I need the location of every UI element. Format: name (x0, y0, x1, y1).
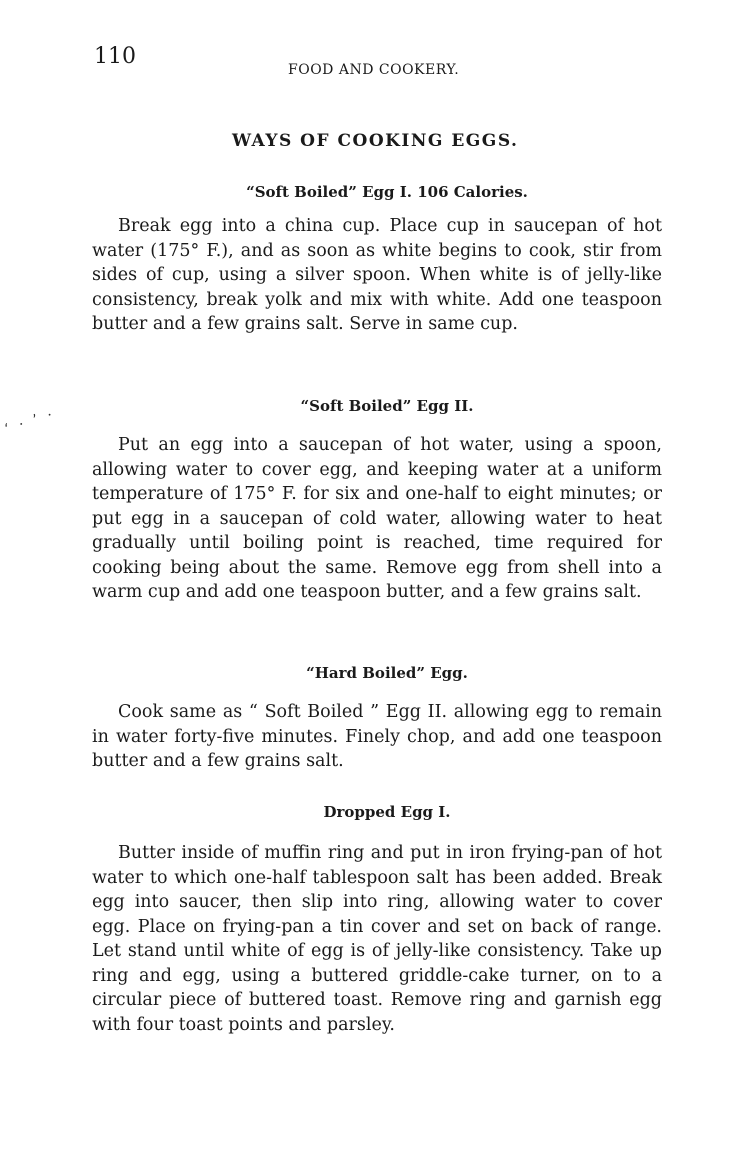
recipe-title: Dropped Egg I. (323, 803, 451, 821)
chapter-title: WAYS OF COOKING EGGS. (232, 131, 519, 151)
recipe-body: Cook same as “ Soft Boiled ” Egg II. allowing egg to remain in water forty-five minutes. Finely chop, and add one teaspoon butter and a few grains salt. (92, 702, 662, 771)
page-number: 110 (94, 44, 136, 69)
recipe-soft-boiled-egg-2 (92, 397, 662, 605)
recipe-body: Butter inside of muffin ring and put in iron frying-pan of hot water to which one-half tablespoon salt has been added. Break egg into saucer, then slip into ring, allowing water to cover egg. Place on frying-pan a tin cover and set on back of range. Let stand until white of egg is of jelly-like consistency. Take up ring and egg, using a buttered griddle-cake turner, on to a circular piece of buttered toast. Remove ring and garnish egg with four toast points and parsley. (92, 843, 662, 1035)
recipe-dropped-egg-1 (92, 803, 662, 1037)
running-head: FOOD AND COOKERY. (288, 62, 460, 78)
recipe-title: “Soft Boiled” Egg II. (300, 397, 474, 415)
recipe-title: “Hard Boiled” Egg. (306, 664, 468, 682)
recipe-body: Break egg into a china cup. Place cup in saucepan of hot water (175° F.), and as soon as white begins to cook, stir from sides of cup, using a silver spoon. When white is of jelly-like consistency, break yolk and mix with white. Add one teaspoon butter and a few grains salt. Serve in same cup. (92, 216, 662, 334)
recipe-body: Put an egg into a saucepan of hot water, using a spoon, allowing water to cover egg, and keeping water at a uniform temperature of 175° F. for six and one-half to eight minutes; or put egg in a saucepan of cold water, allowing water to heat gradually until boiling point is reached, time required for cooking being about the same. Remove egg from shell into a warm cup and add one teaspoon butter, and a few grains salt. (92, 435, 662, 602)
recipe-title: “Soft Boiled” Egg I. 106 Calories. (246, 183, 528, 201)
recipe-soft-boiled-egg-1 (92, 183, 662, 337)
recipe-hard-boiled-egg (92, 664, 662, 774)
margin-pencil-marks: ‘ · ’ · (2, 406, 58, 438)
